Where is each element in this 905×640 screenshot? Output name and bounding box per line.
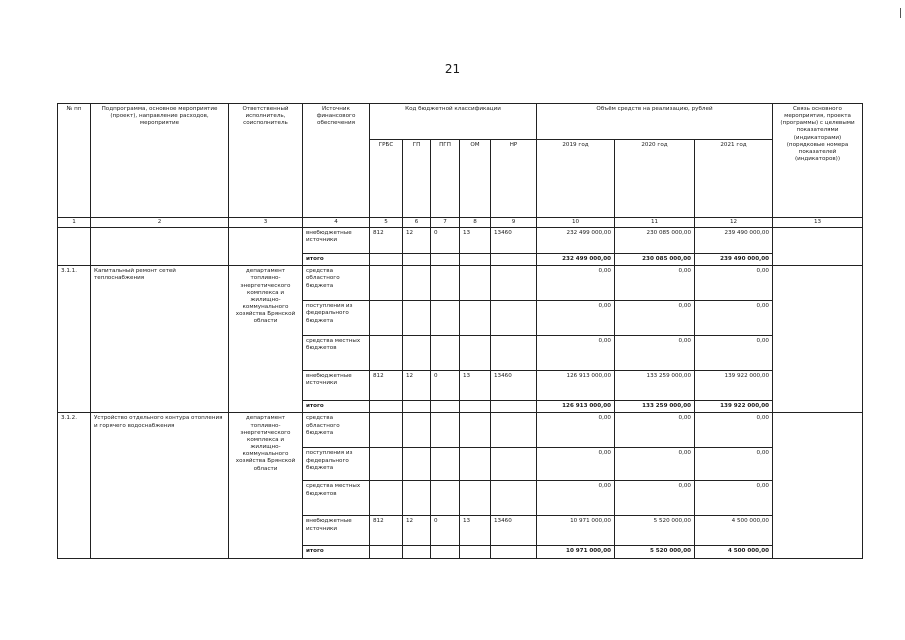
om-cell: 13 xyxy=(460,228,491,254)
empty-cell xyxy=(403,301,431,336)
empty-cell xyxy=(370,254,403,266)
column-number: 13 xyxy=(773,218,863,228)
amount-2020: 5 520 000,00 xyxy=(615,516,695,546)
empty-cell xyxy=(773,413,863,558)
source-label: средства местных бюджетов xyxy=(303,336,370,371)
header-2019: 2019 год xyxy=(537,140,615,218)
column-number: 6 xyxy=(403,218,431,228)
empty-cell xyxy=(460,413,491,448)
amount-2021: 4 500 000,00 xyxy=(695,516,773,546)
empty-cell xyxy=(370,481,403,516)
amount-2019: 0,00 xyxy=(537,413,615,448)
total-2021: 239 490 000,00 xyxy=(695,254,773,266)
amount-2019: 0,00 xyxy=(537,481,615,516)
empty-cell xyxy=(491,336,537,371)
column-number: 4 xyxy=(303,218,370,228)
empty-cell xyxy=(491,254,537,266)
table-row xyxy=(58,228,863,254)
table-row xyxy=(58,413,863,448)
amount-2020: 0,00 xyxy=(615,413,695,448)
empty-cell xyxy=(460,448,491,481)
page-number: 21 xyxy=(444,62,461,76)
empty-cell xyxy=(431,336,460,371)
source-label: внебюджетные источники xyxy=(303,228,370,254)
item-executor: департамент топливно-энергетического комплекса и жилищно-коммунального хозяйства Брянской области xyxy=(229,413,303,558)
pgp-cell: 0 xyxy=(431,228,460,254)
amount-2021: 0,00 xyxy=(695,481,773,516)
total-2019: 232 499 000,00 xyxy=(537,254,615,266)
empty-cell xyxy=(403,254,431,266)
empty-cell xyxy=(491,301,537,336)
empty-cell xyxy=(370,301,403,336)
empty-cell xyxy=(460,254,491,266)
grbs-cell: 812 xyxy=(370,371,403,401)
empty-cell xyxy=(403,448,431,481)
amount-2020: 0,00 xyxy=(615,301,695,336)
gp-cell: 12 xyxy=(403,516,431,546)
header-executor: Ответственный исполнитель, соисполнитель xyxy=(229,104,303,218)
amount-2021: 0,00 xyxy=(695,266,773,301)
amount-2021: 0,00 xyxy=(695,413,773,448)
empty-cell xyxy=(370,266,403,301)
header-np: НР xyxy=(491,140,537,218)
empty-cell xyxy=(431,401,460,413)
amount-2019: 10 971 000,00 xyxy=(537,516,615,546)
header-source: Источник финансового обеспечения xyxy=(303,104,370,218)
gp-cell: 12 xyxy=(403,371,431,401)
total-2020: 133 259 000,00 xyxy=(615,401,695,413)
amount-2021: 239 490 000,00 xyxy=(695,228,773,254)
item-number: 3.1.2. xyxy=(58,413,91,558)
header-gp: ГП xyxy=(403,140,431,218)
total-label: итого xyxy=(303,254,370,266)
empty-cell xyxy=(491,546,537,558)
empty-cell xyxy=(431,546,460,558)
column-number: 8 xyxy=(460,218,491,228)
table-row xyxy=(58,266,863,301)
empty-cell xyxy=(91,228,229,266)
header-program: Подпрограмма, основное мероприятие (проект), направление расходов, мероприятие xyxy=(91,104,229,218)
column-number: 7 xyxy=(431,218,460,228)
empty-cell xyxy=(460,266,491,301)
empty-cell xyxy=(491,448,537,481)
empty-cell xyxy=(403,401,431,413)
amount-2019: 0,00 xyxy=(537,448,615,481)
source-label: поступления из федерального бюджета xyxy=(303,301,370,336)
empty-cell xyxy=(370,413,403,448)
header-2020: 2020 год xyxy=(615,140,695,218)
scan-edge-mark xyxy=(900,8,901,18)
amount-2020: 0,00 xyxy=(615,448,695,481)
empty-cell xyxy=(491,413,537,448)
grbs-cell: 812 xyxy=(370,516,403,546)
empty-cell xyxy=(58,228,91,266)
source-label: внебюджетные источники xyxy=(303,516,370,546)
empty-cell xyxy=(403,266,431,301)
header-no: № пп xyxy=(58,104,91,218)
table-header-row xyxy=(58,104,863,140)
total-2020: 230 085 000,00 xyxy=(615,254,695,266)
empty-cell xyxy=(460,546,491,558)
amount-2021: 0,00 xyxy=(695,448,773,481)
header-volume-group: Объём средств на реализацию, рублей xyxy=(537,104,773,140)
empty-cell xyxy=(431,448,460,481)
amount-2021: 139 922 000,00 xyxy=(695,371,773,401)
np-cell: 13460 xyxy=(491,371,537,401)
empty-cell xyxy=(370,448,403,481)
amount-2019: 126 913 000,00 xyxy=(537,371,615,401)
empty-cell xyxy=(370,336,403,371)
source-label: внебюджетные источники xyxy=(303,371,370,401)
total-2021: 4 500 000,00 xyxy=(695,546,773,558)
header-link: Связь основного мероприятия, проекта (программы) с целевыми показателями (индикаторами) (порядковые номера показателей (индикаторов)) xyxy=(773,104,863,218)
empty-cell xyxy=(431,301,460,336)
amount-2020: 0,00 xyxy=(615,336,695,371)
source-label: средства областного бюджета xyxy=(303,413,370,448)
header-grbs: ГРБС xyxy=(370,140,403,218)
om-cell: 13 xyxy=(460,371,491,401)
empty-cell xyxy=(491,481,537,516)
amount-2019: 0,00 xyxy=(537,301,615,336)
header-2021: 2021 год xyxy=(695,140,773,218)
total-2019: 10 971 000,00 xyxy=(537,546,615,558)
column-number-row xyxy=(58,218,863,228)
column-number: 1 xyxy=(58,218,91,228)
empty-cell xyxy=(773,266,863,413)
header-code-group: Код бюджетной классификации xyxy=(370,104,537,140)
empty-cell xyxy=(460,481,491,516)
empty-cell xyxy=(431,481,460,516)
empty-cell xyxy=(370,546,403,558)
amount-2019: 232 499 000,00 xyxy=(537,228,615,254)
column-number: 12 xyxy=(695,218,773,228)
empty-cell xyxy=(370,401,403,413)
total-2020: 5 520 000,00 xyxy=(615,546,695,558)
header-pgp: ПГП xyxy=(431,140,460,218)
empty-cell xyxy=(403,481,431,516)
column-number: 11 xyxy=(615,218,695,228)
empty-cell xyxy=(431,413,460,448)
total-label: итого xyxy=(303,401,370,413)
empty-cell xyxy=(460,401,491,413)
column-number: 2 xyxy=(91,218,229,228)
item-name: Устройство отдельного контура отопления и горячего водоснабжения xyxy=(91,413,229,558)
item-number: 3.1.1. xyxy=(58,266,91,413)
np-cell: 13460 xyxy=(491,516,537,546)
amount-2021: 0,00 xyxy=(695,336,773,371)
total-2021: 139 922 000,00 xyxy=(695,401,773,413)
amount-2019: 0,00 xyxy=(537,336,615,371)
column-number: 3 xyxy=(229,218,303,228)
source-label: средства местных бюджетов xyxy=(303,481,370,516)
empty-cell xyxy=(460,301,491,336)
source-label: поступления из федерального бюджета xyxy=(303,448,370,481)
empty-cell xyxy=(491,266,537,301)
empty-cell xyxy=(403,413,431,448)
amount-2020: 133 259 000,00 xyxy=(615,371,695,401)
amount-2020: 0,00 xyxy=(615,266,695,301)
amount-2020: 230 085 000,00 xyxy=(615,228,695,254)
header-om: ОМ xyxy=(460,140,491,218)
gp-cell: 12 xyxy=(403,228,431,254)
amount-2021: 0,00 xyxy=(695,301,773,336)
amount-2020: 0,00 xyxy=(615,481,695,516)
grbs-cell: 812 xyxy=(370,228,403,254)
empty-cell xyxy=(491,401,537,413)
np-cell: 13460 xyxy=(491,228,537,254)
empty-cell xyxy=(773,228,863,266)
empty-cell xyxy=(403,336,431,371)
source-label: средства областного бюджета xyxy=(303,266,370,301)
column-number: 10 xyxy=(537,218,615,228)
empty-cell xyxy=(431,266,460,301)
empty-cell xyxy=(431,254,460,266)
om-cell: 13 xyxy=(460,516,491,546)
amount-2019: 0,00 xyxy=(537,266,615,301)
total-2019: 126 913 000,00 xyxy=(537,401,615,413)
item-name: Капитальный ремонт сетей теплоснабжения xyxy=(91,266,229,413)
empty-cell xyxy=(229,228,303,266)
column-number: 5 xyxy=(370,218,403,228)
empty-cell xyxy=(460,336,491,371)
total-label: итого xyxy=(303,546,370,558)
pgp-cell: 0 xyxy=(431,516,460,546)
budget-table xyxy=(57,103,863,559)
pgp-cell: 0 xyxy=(431,371,460,401)
column-number: 9 xyxy=(491,218,537,228)
item-executor: департамент топливно-энергетического комплекса и жилищно-коммунального хозяйства Брянской области xyxy=(229,266,303,413)
empty-cell xyxy=(403,546,431,558)
